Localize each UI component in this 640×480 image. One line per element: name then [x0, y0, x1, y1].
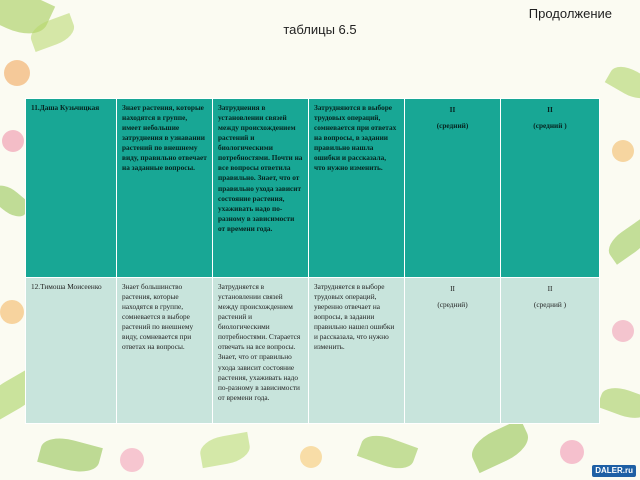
assessment-table — [25, 98, 600, 424]
child-name-cell: 11.Даша Кузьчицкая — [26, 99, 117, 278]
level-description: (средний) — [437, 300, 468, 310]
flower-decoration — [0, 300, 24, 324]
labor-operations-cell: Затрудняются в выборе трудовых операций, сомневается при ответах на вопросы, в задании правильно нашла ошибки и рассказала, что нужно изменить. — [309, 99, 405, 278]
flower-decoration — [560, 440, 584, 464]
connections-cell: Затрудняется в установлении связей между происхождением растений и биологическими потребностями. Старается отвечать на все вопросы. Знает, что от правильно ухода зависит состояние растения, ухаживать надо по-разному в зависимости от времени года. — [213, 278, 309, 424]
flower-decoration — [4, 60, 30, 86]
table-row — [26, 278, 600, 424]
labor-operations-cell: Затрудняется в выборе трудовых операций, уверенно отвечает на вопросы, в задании правильно нашел ошибки и рассказала, что нужно изменить. — [309, 278, 405, 424]
leaf-decoration — [37, 433, 103, 478]
watermark-logo: DALER.ru — [592, 465, 636, 477]
level-number: II — [547, 105, 553, 114]
leaf-decoration — [357, 429, 418, 474]
leaf-decoration — [603, 219, 640, 264]
plant-knowledge-cell: Знает растения, которые находятся в группе, имеет небольшие затруднения в узнавании растений по внешнему виду, правильно отвечает на заданные вопросы. — [117, 99, 213, 278]
leaf-decoration — [198, 432, 252, 468]
flower-decoration — [612, 140, 634, 162]
level-cell — [405, 278, 501, 424]
flower-decoration — [300, 446, 322, 468]
table-reference: таблицы 6.5 — [283, 22, 357, 37]
level-description: (средний ) — [533, 121, 567, 131]
level-cell — [405, 99, 501, 278]
table-row — [26, 99, 600, 278]
leaf-decoration — [597, 382, 640, 424]
leaf-decoration — [466, 419, 534, 473]
flower-decoration — [120, 448, 144, 472]
level-description: (средний) — [436, 121, 469, 131]
level-number: II — [449, 105, 456, 114]
plant-knowledge-cell: Знает большинство растения, которые находятся в группе, сомневается в выборе растений по внешнему виду, сомневается при ответах на вопросы. — [117, 278, 213, 424]
flower-decoration — [612, 320, 634, 342]
child-name-cell: 12.Тимоша Моисеенко — [26, 278, 117, 424]
continuation-label: Продолжение — [528, 6, 612, 21]
overall-level-cell — [501, 99, 600, 278]
level-description: (средний ) — [533, 300, 567, 310]
overall-level-cell — [501, 278, 600, 424]
connections-cell: Затруднения в установлении связей между происхождением растений и биологическими потребностями. Почти на все вопросы ответила правильно. Знает, что от правильно ухода зависит состояние растения, ухаживать надо по-разному в зависимости от времени года. — [213, 99, 309, 278]
leaf-decoration — [605, 60, 640, 104]
level-number: II — [450, 284, 455, 293]
level-number: II — [547, 284, 553, 293]
flower-decoration — [2, 130, 24, 152]
